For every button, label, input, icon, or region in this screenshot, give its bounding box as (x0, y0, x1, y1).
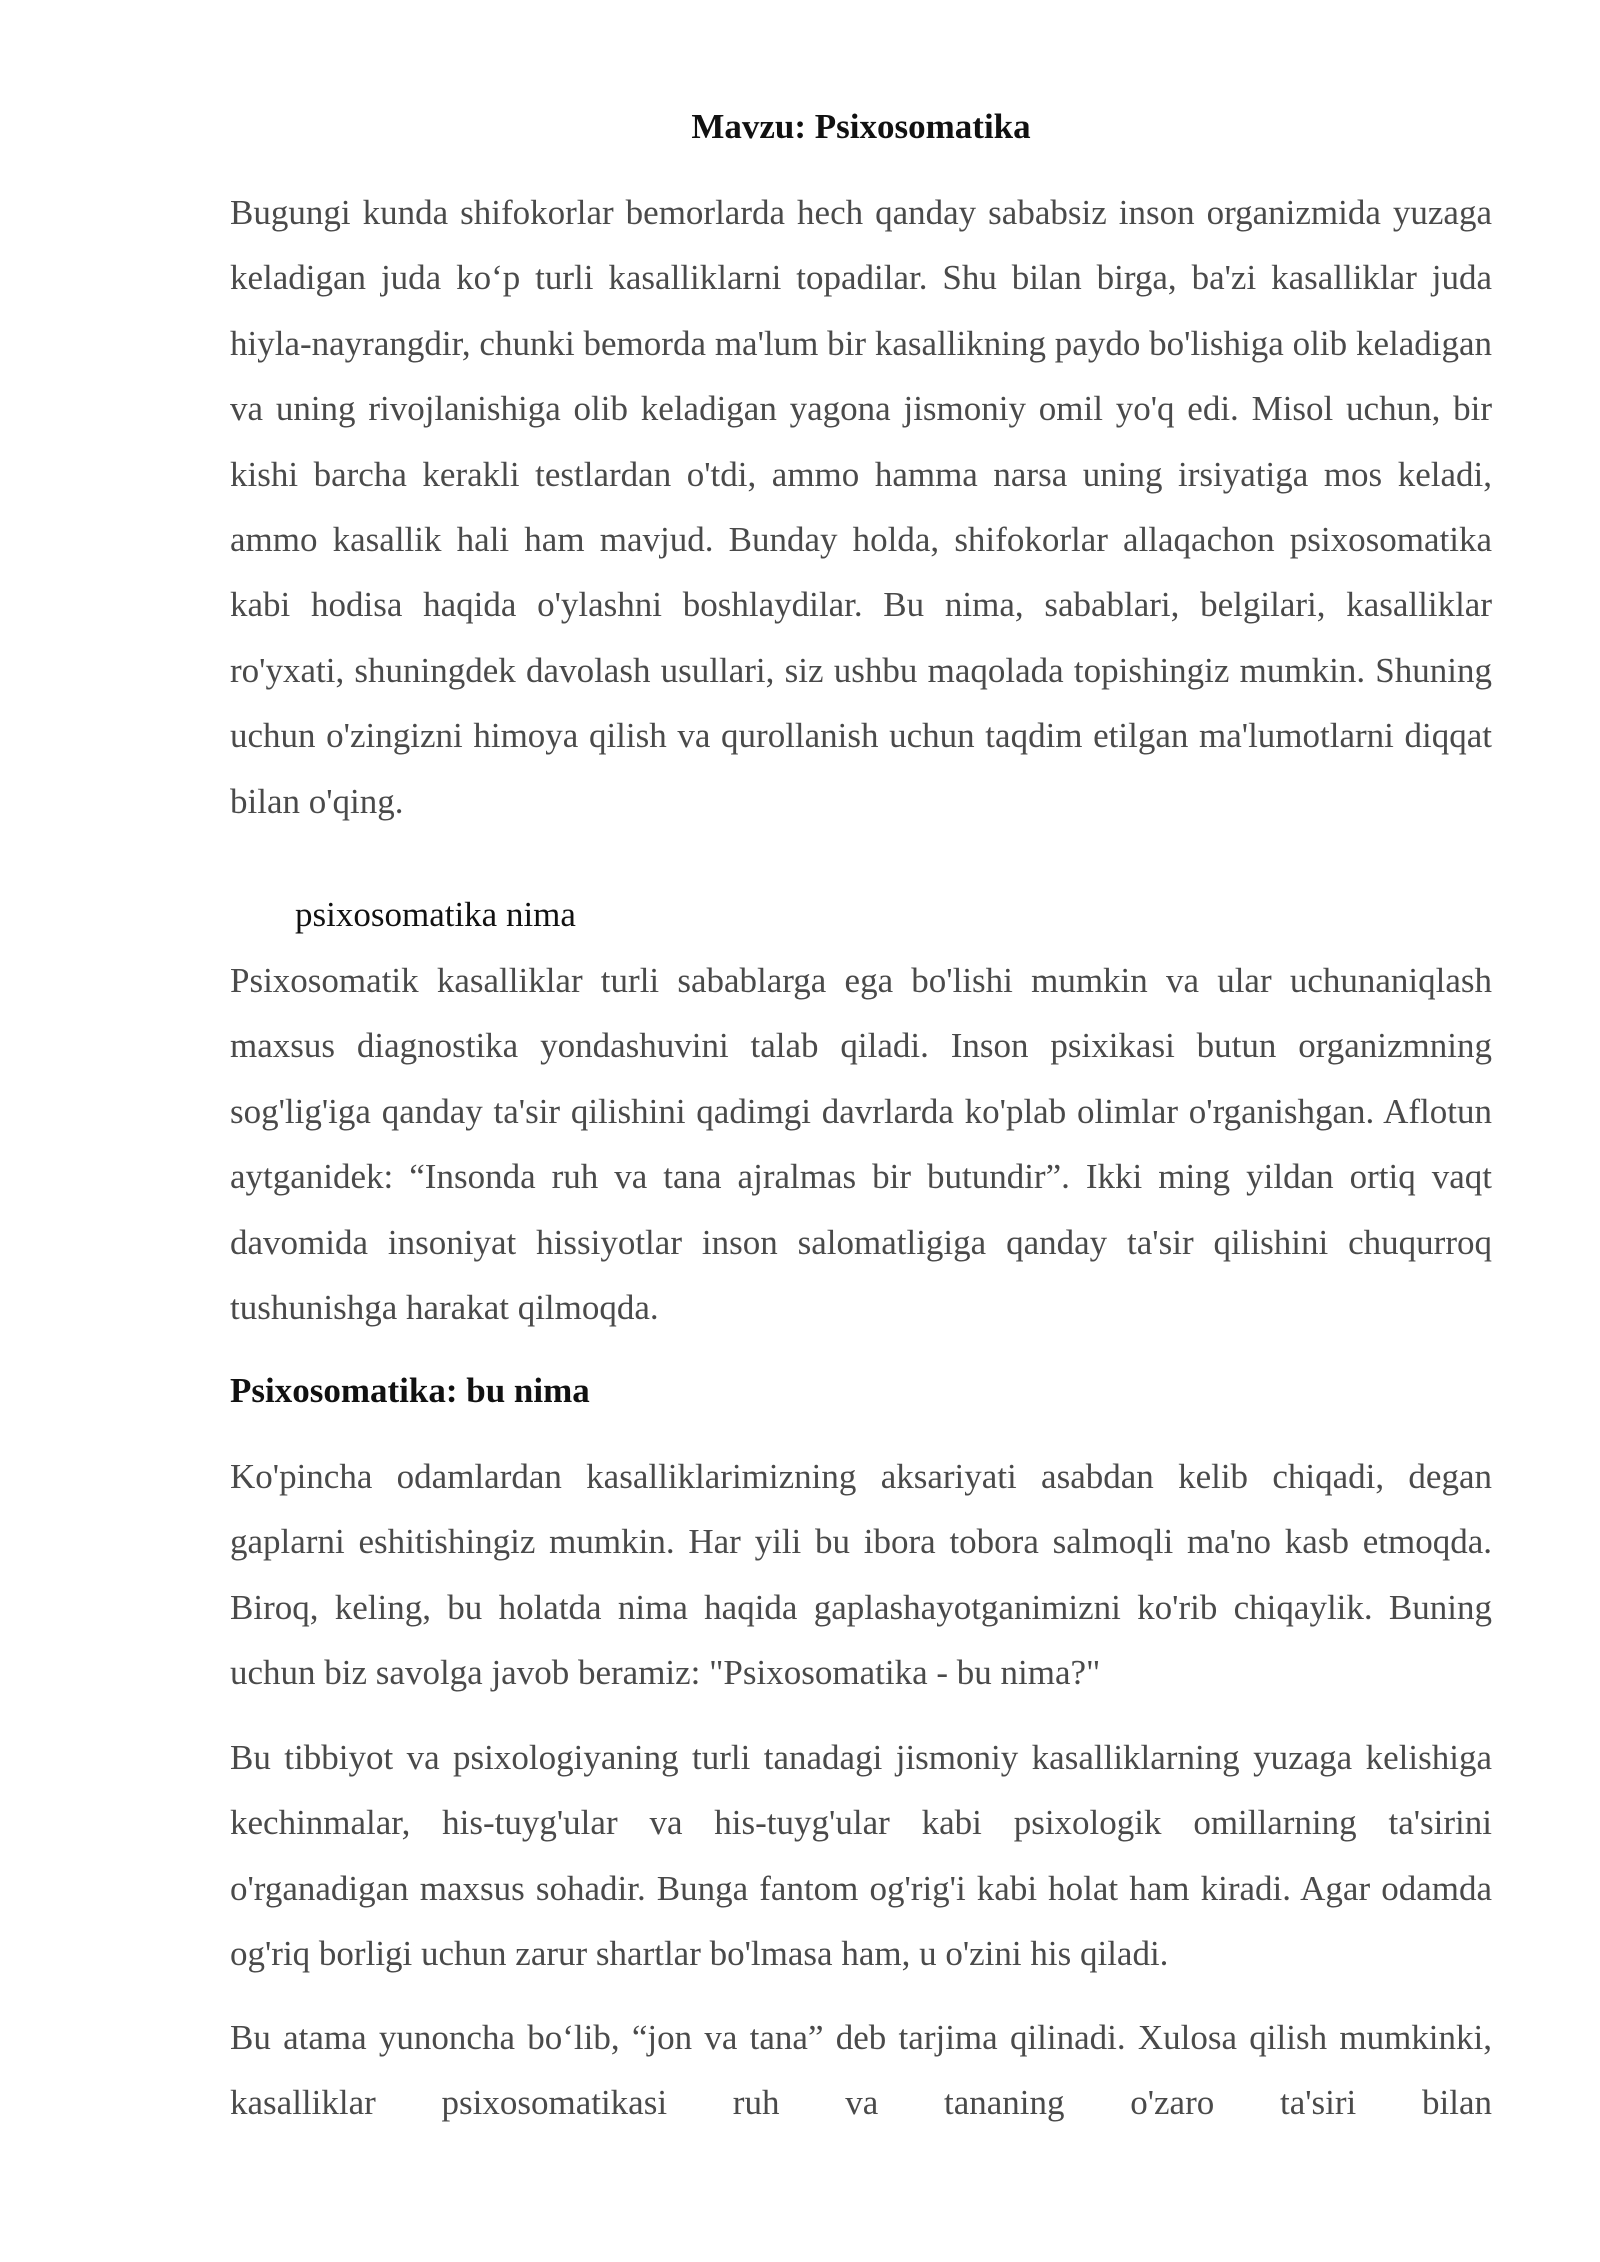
paragraph-intro: Bugungi kunda shifokorlar bemorlarda hech qanday sababsiz inson organizmida yuzaga keladigan juda ko‘p turli kasalliklarni topadilar. Shu bilan birga, ba'zi kasalliklar juda hiyla-nayrangdir, chunki bemorda ma'lum bir kasallikning paydo bo'lishiga olib keladigan va uning rivojlanishiga olib keladigan yagona jismoniy omil yo'q edi. Misol uchun, bir kishi barcha kerakli testlardan o'tdi, ammo hamma narsa uning irsiyatiga mos keladi, ammo kasallik hali ham mavjud. Bunday holda, shifokorlar allaqachon psixosomatika kabi hodisa haqida o'ylashni boshlaydilar. Bu nima, sabablari, belgilari, kasalliklar ro'yxati, shuningdek davolash usullari, siz ushbu maqolada topishingiz mumkin. Shuning uchun o'zingizni himoya qilish va qurollanish uchun taqdim etilgan ma'lumotlarni diqqat bilan o'qing. (230, 193, 1492, 821)
paragraph-causes: Psixosomatik kasalliklar turli sabablarga ega bo'lishi mumkin va ular uchunaniqlash maxsus diagnostika yondashuvini talab qiladi. Inson psixikasi butun organizmning sog'lig'iga qanday ta'sir qilishini qadimgi davrlarda ko'plab olimlar o'rganishgan. Aflotun aytganidek: “Insonda ruh va tana ajralmas bir butundir”. Ikki ming yildan ortiq vaqt davomida insoniyat hissiyotlar inson salomatligiga qanday ta'sir qilishini chuqurroq tushunishga harakat qilmoqda. (230, 961, 1492, 1328)
paragraph-nerves: Ko'pincha odamlardan kasalliklarimizning aksariyati asabdan kelib chiqadi, degan gaplarni eshitishingiz mumkin. Har yili bu ibora tobora salmoqli ma'no kasb etmoqda. Biroq, keling, bu holatda nima haqida gaplashayotganimizni ko'rib chiqaylik. Buning uchun biz savolga javob beramiz: "Psixosomatika - bu nima?" (230, 1457, 1492, 1693)
paragraph-etymology: Bu atama yunoncha bo‘lib, “jon va tana” deb tarjima qilinadi. Xulosa qilish mumkinki, kasalliklar psixosomatikasi ruh va tananing o'zaro ta'siri bilan (230, 2018, 1492, 2123)
document-title: Mavzu: Psixosomatika (691, 107, 1031, 146)
section-heading: Psixosomatika: bu nima (230, 1371, 590, 1410)
subheading-what-is: psixosomatika nima (295, 895, 576, 934)
paragraph-definition: Bu tibbiyot va psixologiyaning turli tanadagi jismoniy kasalliklarning yuzaga kelishiga kechinmalar, his-tuyg'ular va his-tuyg'ular kabi psixologik omillarning ta'sirini o'rganadigan maxsus sohadir. Bunga fantom og'rig'i kabi holat ham kiradi. Agar odamda og'riq borligi uchun zarur shartlar bo'lmasa ham, u o'zini his qiladi. (230, 1738, 1492, 1974)
